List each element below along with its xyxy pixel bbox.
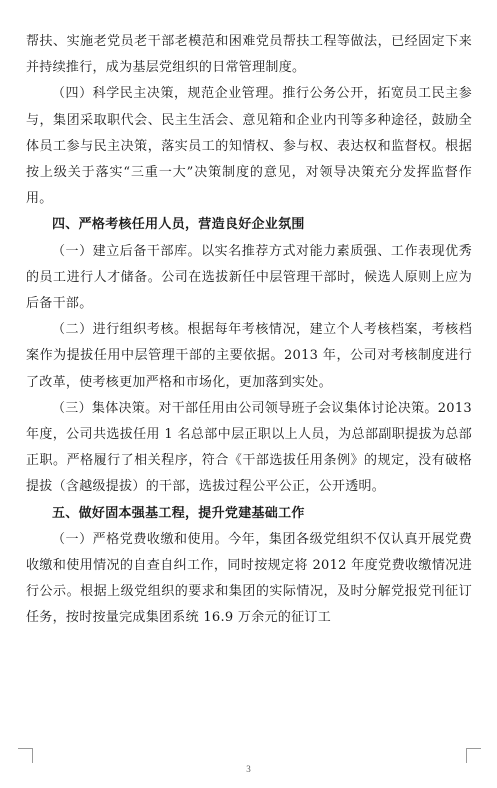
section-heading-4: 四、严格考核任用人员，营造良好企业氛围 [52, 217, 305, 233]
crop-mark-bottom-left [18, 748, 33, 763]
paragraph-decision-making: （四）科学民主决策，规范企业管理。推行公务公开，拓宽员工民主参与，集团采取职代会、民主生活会、意见箱和企业内刊等多种途径，鼓励全体员工参与民主决策，落实员工的知情权、参与权、表达权和监督权。根据按上级关于落实“三重一大”决策制度的意见，对领导决策充分发挥监督作用。 [26, 86, 472, 207]
paragraph-party-dues: （一）严格党费收缴和使用。今年，集团各级党组织不仅认真开展党费收缴和使用情况的自查自纠工作，同时按规定将 2012 年度党费收缴情况进行公示。根据上级党组织的要求和集团的实际情况，及时分解党报党刊征订任务，按时按量完成集团系统 16.9 万余元的征订工 [26, 531, 472, 626]
paragraph-collective-decision: （三）集体决策。对干部任用由公司领导班子会议集体讨论决策。2013 年度，公司共选拔任用 1 名总部中层正职以上人员，为总部副职提拔为总部正职。严格履行了相关程序，符合《干部选拔任用条例》的规定，没有破格提拔（含越级提拔）的干部，选拔过程公平公正，公开透明。 [26, 400, 472, 495]
paragraph-assessment: （二）进行组织考核。根据每年考核情况，建立个人考核档案，考核档案作为提拔任用中层管理干部的主要依据。2013 年，公司对考核制度进行了改革，使考核更加严格和市场化，更加落到实处。 [26, 322, 472, 390]
page-number: 3 [246, 764, 251, 774]
document-body [26, 29, 472, 632]
section-heading-5: 五、做好固本强基工程，提升党建基础工作 [52, 505, 305, 521]
paragraph-reserve-cadres: （一）建立后备干部库。以实名推荐方式对能力素质强、工作表现优秀的员工进行人才储备。公司在选拔新任中层管理干部时，候选人原则上应为后备干部。 [26, 243, 472, 312]
crop-mark-bottom-right [466, 748, 481, 763]
paragraph-continuation: 帮扶、实施老党员老干部老模范和困难党员帮扶工程等做法，已经固定下来并持续推行，成为基层党组织的日常管理制度。 [26, 34, 472, 76]
